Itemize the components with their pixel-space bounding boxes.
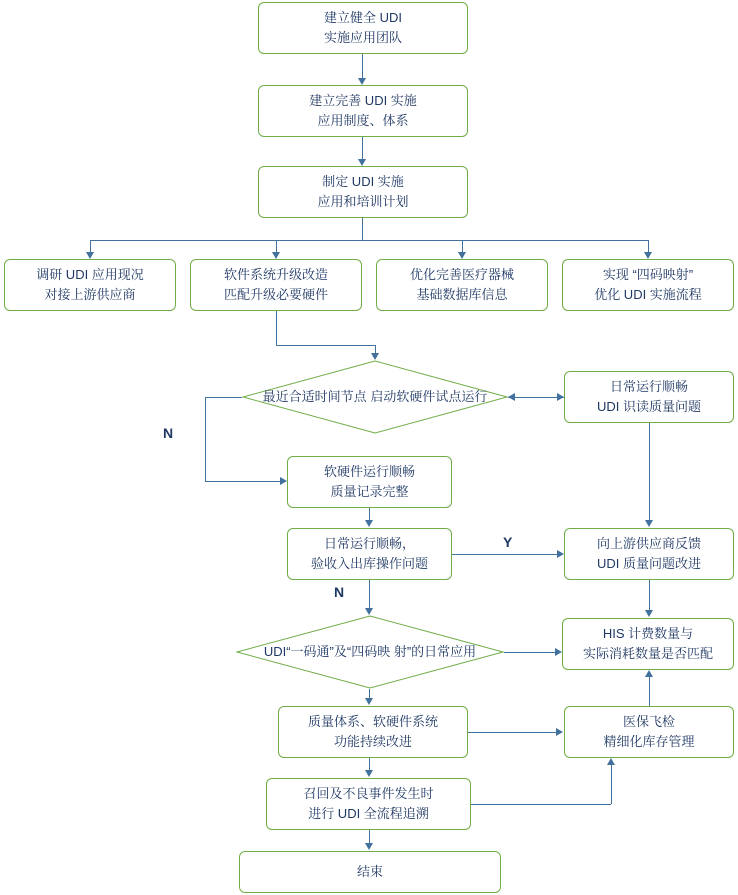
connector <box>508 397 564 398</box>
node-software-upgrade[interactable] <box>190 259 362 311</box>
node-line: 优化完善医疗器械 <box>409 267 514 282</box>
node-line: 功能持续改进 <box>333 734 412 749</box>
connector <box>276 240 277 252</box>
node-insurance-inspection[interactable] <box>564 706 734 758</box>
node-feedback-supplier[interactable] <box>564 528 734 580</box>
node-line: UDI 质量问题改进 <box>596 556 701 571</box>
node-line: 匹配升级必要硬件 <box>223 287 328 302</box>
connector <box>648 240 649 252</box>
node-line: 进行 UDI 全流程追溯 <box>308 806 429 821</box>
connector <box>362 54 363 78</box>
connector <box>468 732 556 733</box>
arrow-head <box>557 550 564 558</box>
decision-pilot-start[interactable] <box>242 360 508 434</box>
decision-label <box>264 642 476 662</box>
connector <box>369 580 370 608</box>
node-line: 向上游供应商反馈 <box>596 536 701 551</box>
connector <box>611 765 612 804</box>
edge-label-y: Y <box>503 534 513 550</box>
arrow-head <box>358 159 366 166</box>
node-line: 优化 UDI 实施流程 <box>594 287 702 302</box>
arrow-head <box>555 648 562 656</box>
connector <box>276 345 375 346</box>
node-line: 应用制度、体系 <box>317 113 409 128</box>
node-daily-inout-check[interactable] <box>287 528 452 580</box>
node-line: 制定 UDI 实施 <box>322 174 404 189</box>
arrow-head <box>365 608 373 615</box>
node-line: 最近合适时间节点 <box>262 389 367 404</box>
arrow-head <box>86 252 94 259</box>
arrow-head <box>365 770 373 777</box>
connector <box>205 481 280 482</box>
arrow-head <box>272 252 280 259</box>
node-line: 建立完善 UDI 实施 <box>309 93 417 108</box>
node-build-system[interactable] <box>258 85 468 137</box>
connector <box>362 218 363 240</box>
node-line: 医保飞检 <box>622 714 675 729</box>
connector <box>471 804 611 805</box>
node-line: 射”的日常应用 <box>393 644 477 659</box>
arrow-head <box>365 843 373 850</box>
connector <box>452 554 557 555</box>
arrow-head <box>458 252 466 259</box>
node-build-udi-team[interactable] <box>258 2 468 54</box>
node-line: 调研 UDI 应用现况 <box>36 267 144 282</box>
connector <box>369 830 370 843</box>
node-line: 对接上游供应商 <box>44 287 136 302</box>
connector <box>90 240 648 241</box>
arrow-head <box>607 758 615 765</box>
connector <box>205 397 242 398</box>
node-recall-traceability[interactable] <box>266 778 471 830</box>
arrow-head <box>358 78 366 85</box>
arrow-head <box>557 393 564 401</box>
node-line: 建立健全 UDI <box>323 10 402 25</box>
connector <box>369 758 370 770</box>
node-line: 精细化库存管理 <box>603 734 695 749</box>
node-line: 实现 “四码映射” <box>602 267 694 282</box>
decision-daily-application[interactable] <box>236 615 504 689</box>
arrow-head <box>365 698 373 705</box>
edge-label-n-left: N <box>163 425 174 441</box>
arrow-head <box>556 728 563 736</box>
arrow-head <box>280 477 287 485</box>
node-line: 启动软硬件试点运行 <box>370 389 488 404</box>
connector <box>649 423 650 520</box>
connector <box>276 311 277 345</box>
node-line: 实际消耗数量是否匹配 <box>582 646 713 661</box>
node-line: UDI“一码通”及“四码映 <box>263 644 391 659</box>
connector <box>375 345 376 353</box>
arrow-head <box>508 393 515 401</box>
node-line: HIS 计费数量与 <box>602 626 694 641</box>
connector <box>462 240 463 252</box>
node-line: 质量记录完整 <box>330 484 409 499</box>
connector <box>649 580 650 610</box>
arrow-head <box>645 610 653 617</box>
node-line: 软硬件运行顺畅 <box>323 464 415 479</box>
node-research-suppliers[interactable] <box>4 259 176 311</box>
node-line: 软件系统升级改造 <box>223 267 328 282</box>
node-line: 验收入出库操作问题 <box>310 556 428 571</box>
node-end[interactable] <box>239 851 501 893</box>
connector <box>504 652 555 653</box>
node-training-plan[interactable] <box>258 166 468 218</box>
node-his-billing-match[interactable] <box>562 618 734 670</box>
connector <box>369 508 370 520</box>
node-line: 实施应用团队 <box>323 30 402 45</box>
node-four-code-mapping[interactable] <box>562 259 734 311</box>
connector <box>362 137 363 159</box>
arrow-head <box>371 353 379 360</box>
connector <box>90 240 91 252</box>
arrow-head <box>644 252 652 259</box>
connector <box>369 689 370 698</box>
node-continuous-improvement[interactable] <box>278 706 468 758</box>
connector <box>649 677 650 706</box>
arrow-head <box>645 520 653 527</box>
node-line: 日常运行顺畅， <box>323 536 415 551</box>
node-line: 召回及不良事件发生时 <box>303 786 434 801</box>
node-line: 质量体系、软硬件系统 <box>307 714 438 729</box>
arrow-head <box>645 670 653 677</box>
node-line: UDI 识读质量问题 <box>596 399 701 414</box>
node-hw-sw-smooth[interactable] <box>287 456 452 508</box>
connector <box>205 397 206 481</box>
node-line: 结束 <box>356 864 383 879</box>
node-line: 应用和培训计划 <box>317 194 409 209</box>
node-line: 基础数据库信息 <box>416 287 508 302</box>
decision-label <box>263 387 488 407</box>
node-optimize-database[interactable] <box>376 259 548 311</box>
node-line: 日常运行顺畅 <box>609 379 688 394</box>
edge-label-n-mid: N <box>334 584 345 600</box>
arrow-head <box>365 520 373 527</box>
node-daily-quality-issue[interactable] <box>564 371 734 423</box>
